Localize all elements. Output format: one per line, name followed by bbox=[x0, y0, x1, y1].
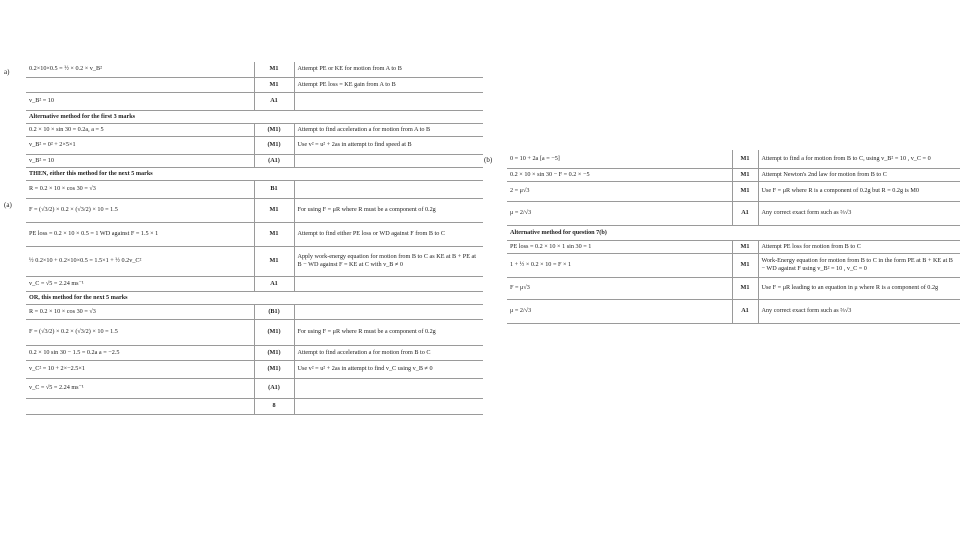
mark-cell: A1 bbox=[732, 201, 758, 225]
guidance-cell bbox=[294, 378, 483, 398]
guidance-cell: Attempt PE loss for motion from B to C bbox=[758, 240, 960, 253]
working-cell: 1 + ½ × 0.2 × 10 = F × 1 bbox=[507, 253, 732, 277]
working-cell: v_B² = 10 bbox=[26, 154, 254, 167]
mark-cell: (M1) bbox=[254, 360, 294, 378]
mark-cell: A1 bbox=[254, 92, 294, 110]
guidance-cell: Use F = μR where R is a component of 0.2g but R = 0.2g is M0 bbox=[758, 181, 960, 201]
part-b-row bbox=[507, 277, 960, 299]
part-a-row bbox=[26, 222, 483, 246]
part-a-row bbox=[26, 345, 483, 360]
part-a-row bbox=[26, 77, 483, 92]
mark-scheme-part-b bbox=[507, 150, 960, 324]
guidance-cell: Work-Energy equation for motion from B to C in the form PE at B + KE at B − WD against F using v_B² = 10 , v_C = 0 bbox=[758, 253, 960, 277]
guidance-cell bbox=[294, 398, 483, 414]
part-a-section-header bbox=[26, 110, 483, 123]
part-a-row bbox=[26, 319, 483, 345]
mark-cell: M1 bbox=[732, 181, 758, 201]
part-b-row bbox=[507, 168, 960, 181]
guidance-cell bbox=[294, 304, 483, 319]
guidance-cell: Attempt to find either PE loss or WD against F from B to C bbox=[294, 222, 483, 246]
mark-scheme-part-a bbox=[26, 62, 483, 415]
mark-cell: (B1) bbox=[254, 304, 294, 319]
guidance-cell: For using F = μR where R must be a component of 0.2g bbox=[294, 198, 483, 222]
guidance-cell bbox=[294, 180, 483, 198]
part-a-label-top: a) bbox=[4, 68, 10, 76]
working-cell: R = 0.2 × 10 × cos 30 = √3 bbox=[26, 180, 254, 198]
working-cell: v_C = √5 = 2.24 ms⁻¹ bbox=[26, 378, 254, 398]
working-cell: v_C = √5 = 2.24 ms⁻¹ bbox=[26, 276, 254, 291]
mark-cell: M1 bbox=[732, 277, 758, 299]
working-cell: μ = 2/√3 bbox=[507, 201, 732, 225]
part-a-row bbox=[26, 246, 483, 276]
part-a-label: (a) bbox=[4, 201, 12, 209]
part-b-section-header bbox=[507, 225, 960, 240]
working-cell: 2 = μ√3 bbox=[507, 181, 732, 201]
mark-cell: (M1) bbox=[254, 319, 294, 345]
guidance-cell: For using F = μR where R must be a component of 0.2g bbox=[294, 319, 483, 345]
mark-cell: M1 bbox=[254, 246, 294, 276]
section-header-text: OR, this method for the next 5 marks bbox=[26, 291, 483, 304]
mark-cell: M1 bbox=[732, 253, 758, 277]
guidance-cell: Attempt to find acceleration a for motion from B to C bbox=[294, 345, 483, 360]
mark-cell: (M1) bbox=[254, 136, 294, 154]
working-cell: ½ 0.2×10 + 0.2×10×0.5 = 1.5×1 + ½ 0.2v_C² bbox=[26, 246, 254, 276]
part-a-row bbox=[26, 154, 483, 167]
working-cell: PE loss = 0.2 × 10 × 0.5 = 1 WD against F = 1.5 × 1 bbox=[26, 222, 254, 246]
mark-cell: B1 bbox=[254, 180, 294, 198]
part-a-row bbox=[26, 398, 483, 414]
mark-cell: (M1) bbox=[254, 345, 294, 360]
section-header-text: THEN, either this method for the next 5 marks bbox=[26, 167, 483, 180]
guidance-cell: Apply work-energy equation for motion from B to C as KE at B + PE at B − WD against F = KE at C with v_B ≠ 0 bbox=[294, 246, 483, 276]
working-cell: F = (√3/2) × 0.2 × (√3/2) × 10 = 1.5 bbox=[26, 198, 254, 222]
mark-cell: M1 bbox=[732, 168, 758, 181]
part-a-row bbox=[26, 92, 483, 110]
part-b-row bbox=[507, 299, 960, 323]
part-a-row bbox=[26, 304, 483, 319]
part-a-row bbox=[26, 276, 483, 291]
guidance-cell: Attempt Newton's 2nd law for motion from B to C bbox=[758, 168, 960, 181]
mark-cell: (A1) bbox=[254, 154, 294, 167]
guidance-cell: Attempt to find acceleration a for motion from A to B bbox=[294, 123, 483, 136]
guidance-cell bbox=[294, 276, 483, 291]
part-a-section-header bbox=[26, 291, 483, 304]
part-b-row bbox=[507, 253, 960, 277]
working-cell bbox=[26, 398, 254, 414]
part-b-row bbox=[507, 181, 960, 201]
part-a-row bbox=[26, 62, 483, 77]
working-cell: 0.2×10×0.5 = ½ × 0.2 × v_B² bbox=[26, 62, 254, 77]
mark-cell: M1 bbox=[254, 77, 294, 92]
working-cell: 0.2 × 10 × sin 30 = 0.2a, a = 5 bbox=[26, 123, 254, 136]
mark-cell: A1 bbox=[732, 299, 758, 323]
part-b-row bbox=[507, 150, 960, 168]
part-b-label: (b) bbox=[484, 156, 493, 164]
part-a-row bbox=[26, 123, 483, 136]
working-cell: PE loss = 0.2 × 10 × 1 sin 30 = 1 bbox=[507, 240, 732, 253]
guidance-cell: Any correct exact form such as ⅔√3 bbox=[758, 299, 960, 323]
part-a-row bbox=[26, 180, 483, 198]
mark-cell: M1 bbox=[254, 198, 294, 222]
part-a-section-header bbox=[26, 167, 483, 180]
working-cell: F = μ√3 bbox=[507, 277, 732, 299]
mark-cell: A1 bbox=[254, 276, 294, 291]
mark-cell: M1 bbox=[254, 222, 294, 246]
working-cell: 0 = 10 + 2a [a = −5] bbox=[507, 150, 732, 168]
working-cell: 0.2 × 10 sin 30 − 1.5 = 0.2a a = −2.5 bbox=[26, 345, 254, 360]
part-a-row bbox=[26, 136, 483, 154]
mark-cell: (M1) bbox=[254, 123, 294, 136]
guidance-cell: Attempt PE loss = KE gain from A to B bbox=[294, 77, 483, 92]
section-header-text: Alternative method for the first 3 marks bbox=[26, 110, 483, 123]
working-cell: R = 0.2 × 10 × cos 30 = √3 bbox=[26, 304, 254, 319]
working-cell bbox=[26, 77, 254, 92]
mark-cell: M1 bbox=[254, 62, 294, 77]
mark-cell: M1 bbox=[732, 150, 758, 168]
mark-cell: 8 bbox=[254, 398, 294, 414]
guidance-cell: Any correct exact form such as ⅔√3 bbox=[758, 201, 960, 225]
guidance-cell: Use v² = u² + 2as in attempt to find v_C using v_B ≠ 0 bbox=[294, 360, 483, 378]
guidance-cell bbox=[294, 154, 483, 167]
guidance-cell bbox=[294, 92, 483, 110]
working-cell: v_C² = 10 + 2×−2.5×1 bbox=[26, 360, 254, 378]
guidance-cell: Use F = μR leading to an equation in μ where R is a component of 0.2g bbox=[758, 277, 960, 299]
working-cell: v_B² = 0² + 2×5×1 bbox=[26, 136, 254, 154]
guidance-cell: Attempt PE or KE for motion from A to B bbox=[294, 62, 483, 77]
working-cell: v_B² = 10 bbox=[26, 92, 254, 110]
working-cell: 0.2 × 10 × sin 30 − F = 0.2 × −5 bbox=[507, 168, 732, 181]
working-cell: μ = 2/√3 bbox=[507, 299, 732, 323]
part-b-row bbox=[507, 201, 960, 225]
working-cell: F = (√3/2) × 0.2 × (√3/2) × 10 = 1.5 bbox=[26, 319, 254, 345]
mark-cell: M1 bbox=[732, 240, 758, 253]
guidance-cell: Use v² = u² + 2as in attempt to find speed at B bbox=[294, 136, 483, 154]
part-a-row bbox=[26, 198, 483, 222]
part-a-row bbox=[26, 360, 483, 378]
part-b-row bbox=[507, 240, 960, 253]
part-a-row bbox=[26, 378, 483, 398]
guidance-cell: Attempt to find a for motion from B to C, using v_B² = 10 , v_C = 0 bbox=[758, 150, 960, 168]
section-header-text: Alternative method for question 7(b) bbox=[507, 225, 960, 240]
mark-cell: (A1) bbox=[254, 378, 294, 398]
